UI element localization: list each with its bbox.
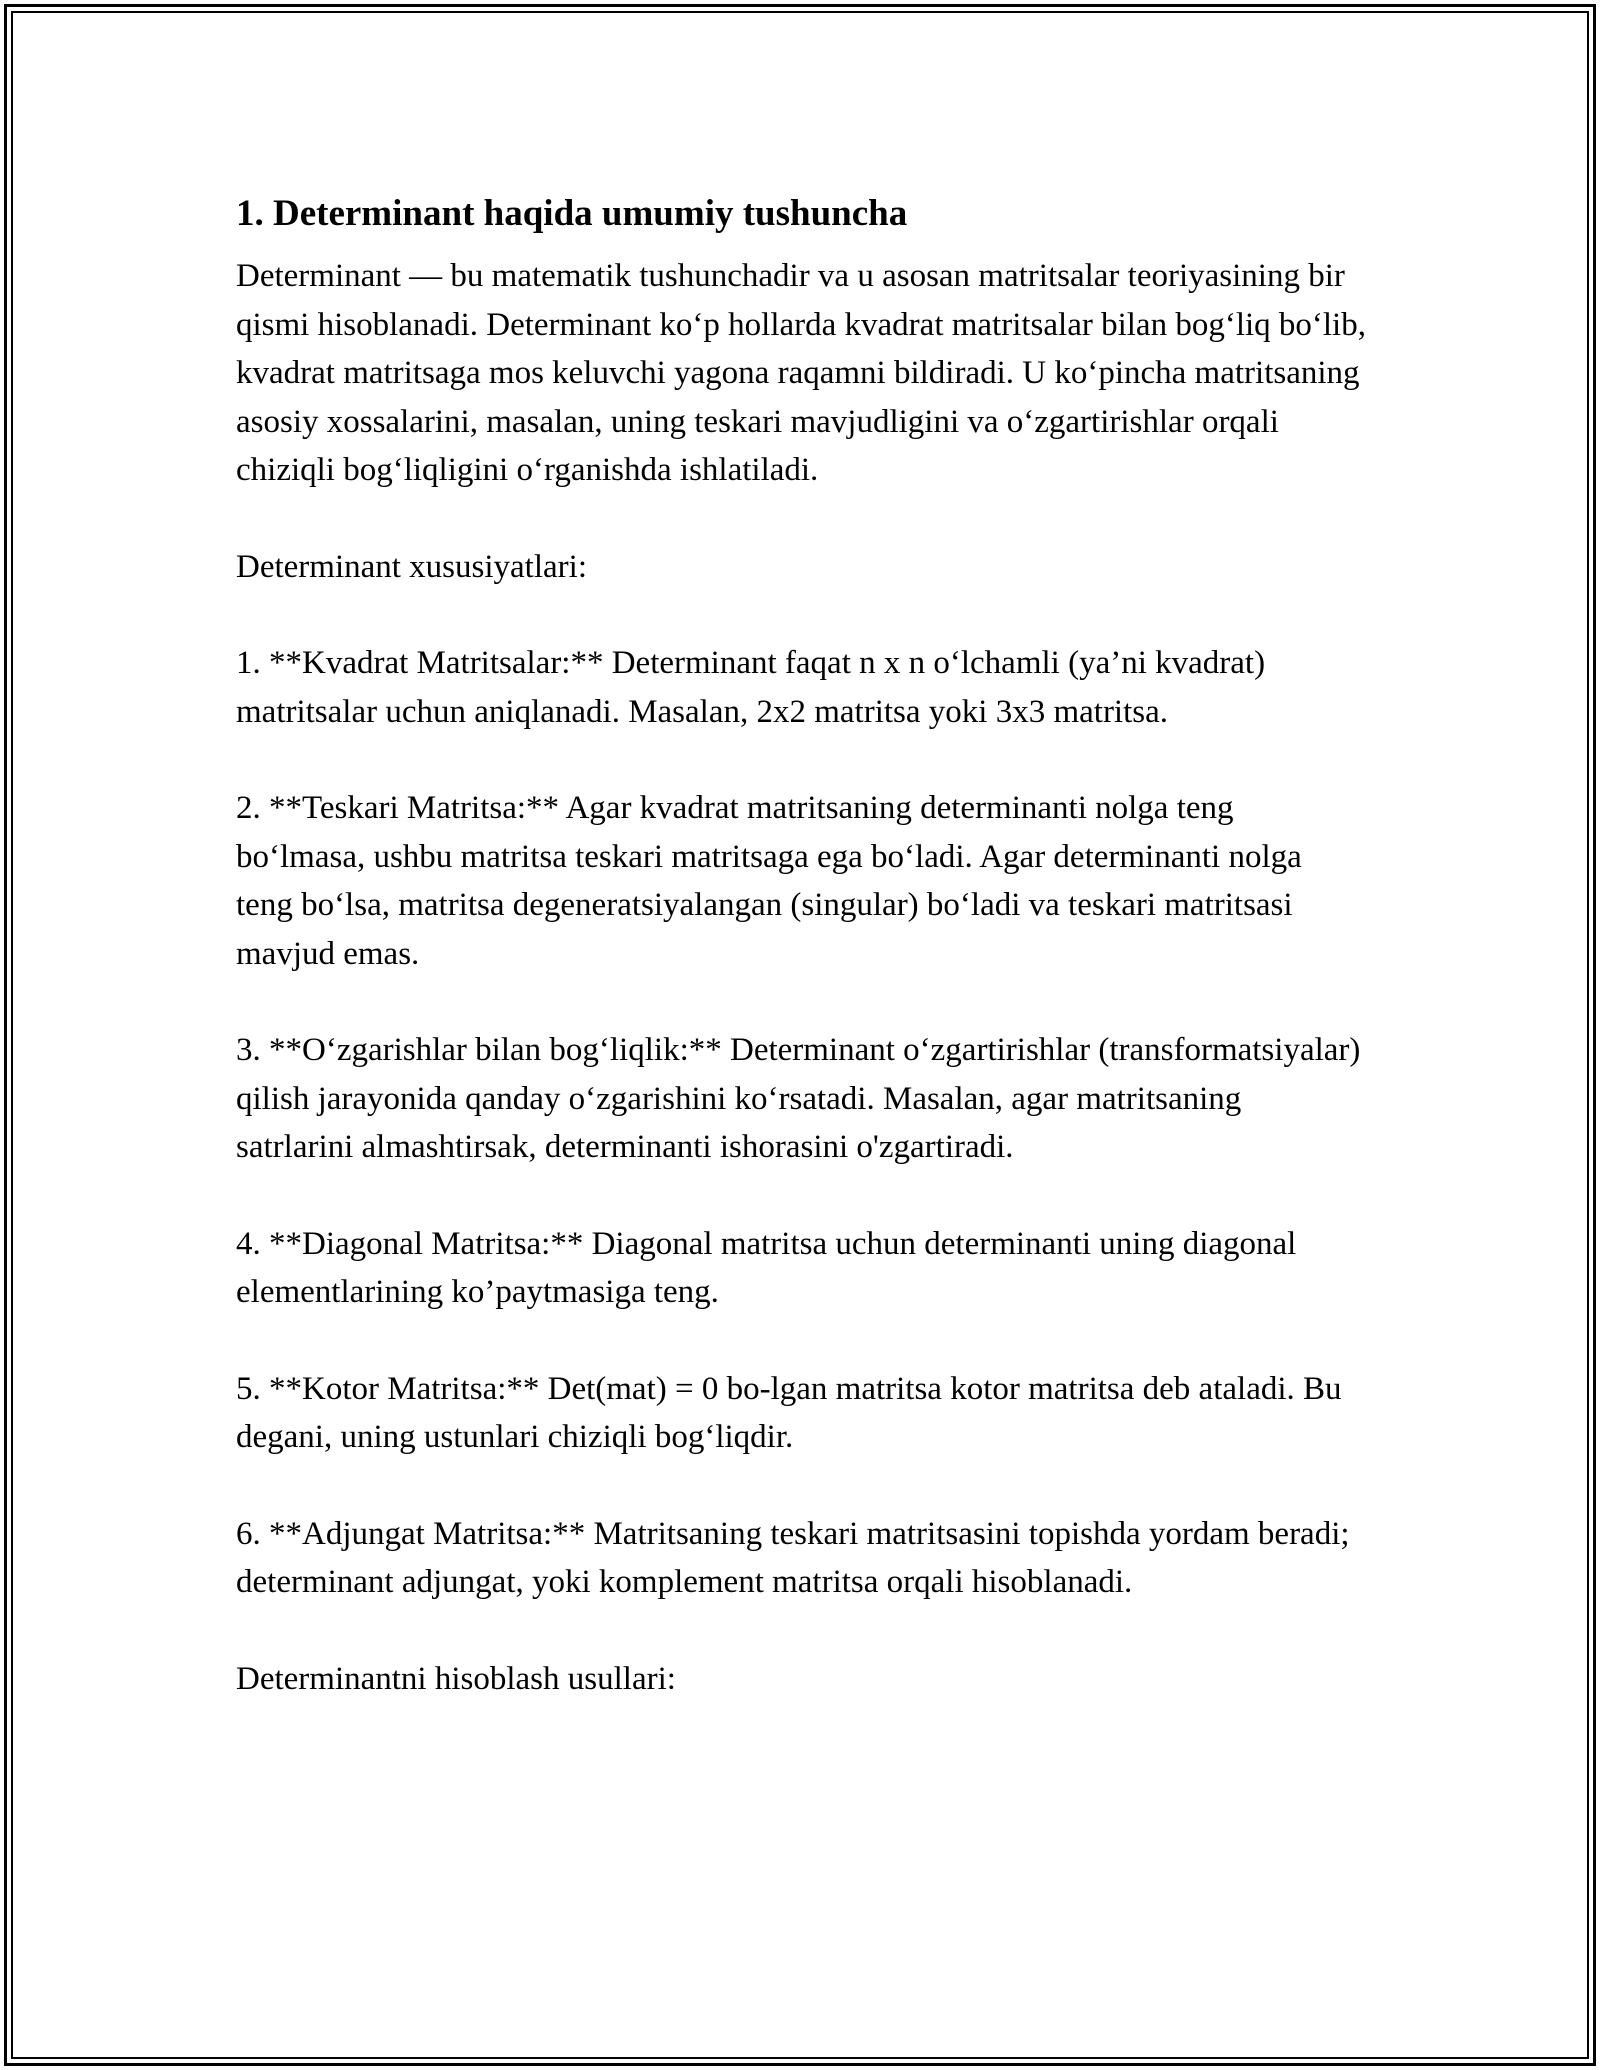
property-item-square-matrices: 1. **Kvadrat Matritsalar:** Determinant faqat n x n o‘lchamli (ya’ni kvadrat) matritsalar uchun aniqlanadi. Masalan, 2x2 matritsa yoki 3x3 matritsa. bbox=[236, 645, 1266, 730]
property-item-diagonal-matrix: 4. **Diagonal Matritsa:** Diagonal matritsa uchun determinanti uning diagonal elementlarining ko’paytmasiga teng. bbox=[236, 1225, 1297, 1310]
property-item-adjugate-matrix: 6. **Adjungat Matritsa:** Matritsaning teskari matritsasini topishda yordam beradi; determinant adjungat, yoki komplement matritsa orqali hisoblanadi. bbox=[236, 1515, 1350, 1600]
property-item-transformations: 3. **O‘zgarishlar bilan bog‘liqlik:** Determinant o‘zgartirishlar (transformatsiyalar) qilish jarayonida qanday o‘zgarishini ko‘rsatadi. Masalan, agar matritsaning satrlarini almashtirsak, determinanti ishorasini o'zgartiradi. bbox=[236, 1032, 1361, 1165]
property-item-inverse-matrix: 2. **Teskari Matritsa:** Agar kvadrat matritsaning determinanti nolga teng bo‘lmasa, ushbu matritsa teskari matritsaga ega bo‘ladi. Agar determinanti nolga teng bo‘lsa, matritsa degeneratsiyalangan (singular) bo‘ladi va teskari matritsasi mavjud emas. bbox=[236, 790, 1302, 972]
section-heading: 1. Determinant haqida umumiy tushuncha bbox=[236, 193, 908, 234]
methods-heading: Determinantni hisoblash usullari: bbox=[236, 1660, 676, 1697]
intro-paragraph: Determinant — bu matematik tushunchadir va u asosan matritsalar teoriyasining bir qismi hisoblanadi. Determinant ko‘p hollarda kvadrat matritsalar bilan bog‘liq bo‘lib, kvadrat matritsaga mos keluvchi yagona raqamni bildiradi. U ko‘pincha matritsaning asosiy xossalarini, masalan, uning teskari mavjudligini va o‘zgartirishlar orqali chiziqli bog‘liqligini o‘rganishda ishlatiladi. bbox=[236, 258, 1366, 488]
document-body bbox=[236, 186, 1366, 1703]
property-item-kotor-matrix: 5. **Kotor Matritsa:** Det(mat) = 0 bo-lgan matritsa kotor matritsa deb ataladi. Bu degani, uning ustunlari chiziqli bog‘liqdir. bbox=[236, 1370, 1342, 1455]
properties-heading: Determinant xususiyatlari: bbox=[236, 548, 587, 585]
